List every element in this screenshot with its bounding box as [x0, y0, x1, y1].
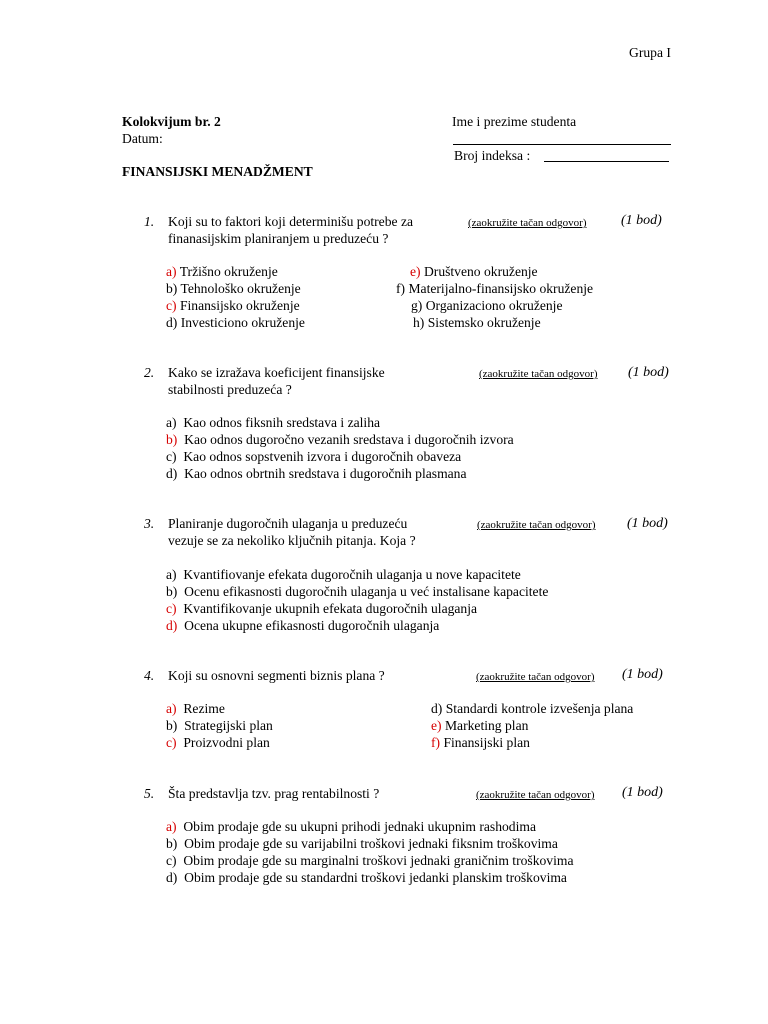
- option-c[interactable]: [166, 448, 461, 465]
- question-text-line2: finanasijskim planiranjem u preduzeću ?: [168, 231, 389, 246]
- points-label: (1 bod): [621, 213, 662, 228]
- option-text: Organizaciono okruženje: [425, 298, 563, 313]
- option-letter: c): [166, 601, 177, 616]
- option-letter: e): [410, 264, 421, 279]
- index-label: Broj indeksa :: [454, 148, 531, 163]
- option-a[interactable]: [166, 263, 278, 280]
- option-letter: a): [166, 701, 177, 716]
- subject-title: FINANSIJSKI MENADŽMENT: [122, 164, 313, 179]
- instruction-label: (zaokružite tačan odgovor): [476, 789, 595, 801]
- option-letter: b): [166, 432, 178, 447]
- option-text: Kvantifiovanje efekata dugoročnih ulaganja u nove kapacitete: [183, 567, 521, 582]
- option-text: Materijalno-finansijsko okruženje: [408, 281, 594, 296]
- option-text: Kao odnos obrtnih sredstava i dugoročnih plasmana: [184, 466, 467, 481]
- option-f[interactable]: [431, 734, 530, 751]
- option-c[interactable]: [166, 852, 573, 869]
- option-d[interactable]: [166, 617, 439, 634]
- instruction-label: (zaokružite tačan odgovor): [476, 671, 595, 683]
- points-label: (1 bod): [622, 667, 663, 682]
- option-text: Obim prodaje gde su varijabilni troškovi jednaki fiksnim troškovima: [184, 836, 558, 851]
- option-d[interactable]: [166, 314, 305, 331]
- option-text: Kao odnos sopstvenih izvora i dugoročnih obaveza: [183, 449, 462, 464]
- option-h[interactable]: [413, 314, 541, 331]
- question-text-line2: vezuje se za nekoliko ključnih pitanja. Koja ?: [168, 533, 416, 548]
- instruction-label: (zaokružite tačan odgovor): [477, 519, 596, 531]
- option-letter: d): [431, 701, 443, 716]
- option-d[interactable]: [431, 700, 633, 717]
- option-letter: c): [166, 298, 177, 313]
- question-number: 4.: [144, 668, 155, 683]
- index-line[interactable]: [544, 161, 669, 162]
- option-text: Ocenu efikasnosti dugoročnih ulaganja u već instalisane kapacitete: [184, 584, 549, 599]
- points-label: (1 bod): [628, 365, 669, 380]
- option-letter: d): [166, 618, 178, 633]
- option-letter: b): [166, 584, 178, 599]
- question-text-line1: Koji su to faktori koji determinišu potrebe za: [168, 214, 414, 229]
- option-letter: d): [166, 315, 178, 330]
- option-text: Proizvodni plan: [183, 735, 270, 750]
- option-a[interactable]: [166, 700, 225, 717]
- option-letter: f): [396, 281, 406, 296]
- option-c[interactable]: [166, 734, 270, 751]
- option-d[interactable]: [166, 869, 567, 886]
- option-text: Rezime: [183, 701, 225, 716]
- option-a[interactable]: [166, 566, 521, 583]
- date-label: Datum:: [122, 131, 163, 146]
- option-text: Kao odnos fiksnih sredstava i zaliha: [183, 415, 381, 430]
- option-letter: d): [166, 466, 178, 481]
- option-letter: e): [431, 718, 442, 733]
- question-number: 3.: [144, 516, 155, 531]
- question-text-line1: Kako se izražava koeficijent finansijske: [168, 365, 385, 380]
- option-g[interactable]: [411, 297, 563, 314]
- instruction-label: (zaokružite tačan odgovor): [468, 217, 587, 229]
- option-b[interactable]: [166, 835, 558, 852]
- question-number: 2.: [144, 365, 155, 380]
- option-text: Društveno okruženje: [423, 264, 538, 279]
- option-b[interactable]: [166, 431, 514, 448]
- option-b[interactable]: [166, 583, 548, 600]
- exam-title: Kolokvijum br. 2: [122, 114, 221, 129]
- option-e[interactable]: [431, 717, 528, 734]
- option-letter: c): [166, 735, 177, 750]
- option-letter: h): [413, 315, 425, 330]
- option-letter: d): [166, 870, 178, 885]
- option-text: Tehnološko okruženje: [180, 281, 301, 296]
- option-letter: b): [166, 718, 178, 733]
- option-text: Obim prodaje gde su standardni troškovi jedanki planskim troškovima: [184, 870, 567, 885]
- question-number: 5.: [144, 786, 155, 801]
- option-a[interactable]: [166, 818, 536, 835]
- question-text-line1: Koji su osnovni segmenti biznis plana ?: [168, 668, 385, 683]
- question-text-line1: Planiranje dugoročnih ulaganja u preduzeću: [168, 516, 408, 531]
- option-text: Kvantifikovanje ukupnih efekata dugoročnih ulaganja: [183, 601, 478, 616]
- option-text: Strategijski plan: [184, 718, 273, 733]
- option-letter: a): [166, 264, 177, 279]
- student-name-label: Ime i prezime studenta: [452, 114, 577, 129]
- option-text: Finansijski plan: [443, 735, 530, 750]
- option-b[interactable]: [166, 280, 301, 297]
- option-e[interactable]: [410, 263, 538, 280]
- option-text: Marketing plan: [444, 718, 529, 733]
- points-label: (1 bod): [627, 516, 668, 531]
- option-text: Finansijsko okruženje: [179, 298, 300, 313]
- option-c[interactable]: [166, 297, 300, 314]
- option-d[interactable]: [166, 465, 467, 482]
- option-text: Obim prodaje gde su ukupni prihodi jednaki ukupnim rashodima: [183, 819, 536, 834]
- instruction-label: (zaokružite tačan odgovor): [479, 368, 598, 380]
- option-letter: a): [166, 567, 177, 582]
- option-text: Kao odnos dugoročno vezanih sredstava i dugoročnih izvora: [184, 432, 514, 447]
- group-label: Grupa I: [629, 45, 671, 60]
- question-text-line2: stabilnosti preduzeća ?: [168, 382, 292, 397]
- option-letter: b): [166, 281, 178, 296]
- question-text-line1: Šta predstavlja tzv. prag rentabilnosti ?: [168, 786, 380, 801]
- option-letter: b): [166, 836, 178, 851]
- student-name-line[interactable]: [453, 144, 671, 145]
- question-number: 1.: [144, 214, 155, 229]
- option-f[interactable]: [396, 280, 593, 297]
- option-letter: a): [166, 415, 177, 430]
- option-letter: f): [431, 735, 441, 750]
- option-letter: a): [166, 819, 177, 834]
- option-text: Investiciono okruženje: [180, 315, 305, 330]
- points-label: (1 bod): [622, 785, 663, 800]
- option-text: Tržišno okruženje: [179, 264, 278, 279]
- option-letter: g): [411, 298, 423, 313]
- option-a[interactable]: [166, 414, 380, 431]
- option-text: Obim prodaje gde su marginalni troškovi jednaki graničnim troškovima: [183, 853, 574, 868]
- option-letter: c): [166, 853, 177, 868]
- option-letter: c): [166, 449, 177, 464]
- option-b[interactable]: [166, 717, 273, 734]
- option-text: Standardi kontrole izvešenja plana: [445, 701, 634, 716]
- option-c[interactable]: [166, 600, 477, 617]
- option-text: Ocena ukupne efikasnosti dugoročnih ulaganja: [184, 618, 440, 633]
- option-text: Sistemsko okruženje: [427, 315, 541, 330]
